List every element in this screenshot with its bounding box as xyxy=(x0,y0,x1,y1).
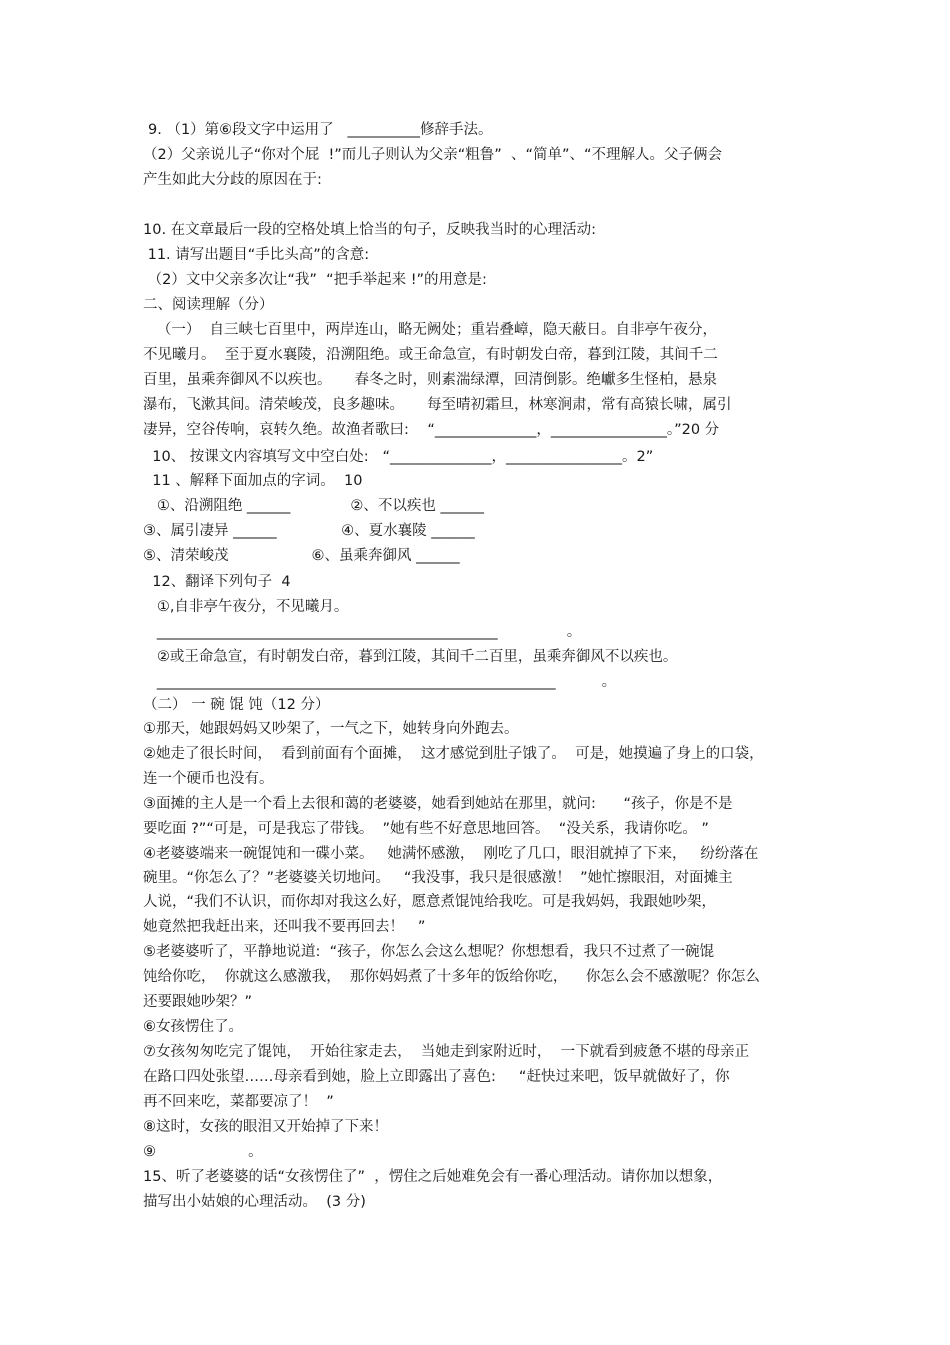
article-paragraph: ①那天，她跟妈妈又吵架了，一气之下，她转身向外跑去。 xyxy=(143,721,519,737)
article-paragraph: ③面摊的主人是一个看上去很和蔼的老婆婆，她看到她站在那里，就问: “孩子，你是不是 xyxy=(143,796,733,812)
article-paragraph: 她竟然把我赶出来，还叫我不要再回去！ ” xyxy=(143,919,426,935)
translate-item: ②或王命急宣，有时朝发白帝，暮到江陵，其间千二百里，虽乘奔御风不以疾也。 xyxy=(143,649,678,665)
article-paragraph: 还要跟她吵架？” xyxy=(143,994,253,1010)
article-paragraph: 再不回来吃，菜都要凉了！ ” xyxy=(143,1094,334,1110)
word-row: ⑤、清荣峻茂 ⑥、虽乘奔御风 ______ xyxy=(143,548,460,564)
question-11-part2: （2）文中父亲多次让“我” “把手举起来 !”的用意是: xyxy=(143,272,487,288)
question-11-explain: 11 、解释下面加点的字词。 10 xyxy=(143,473,363,489)
section-2-2-heading: （二） 一 碗 馄 饨（12 分） xyxy=(143,697,330,713)
word-row: ①、沿溯阻绝 ______ ②、不以疾也 ______ xyxy=(143,498,484,514)
question-15: 15、听了老婆婆的话“女孩愣住了” ，愣住之后她难免会有一番心理活动。请你加以想象， xyxy=(143,1169,723,1185)
article-paragraph: 连一个硬币也没有。 xyxy=(143,771,274,787)
translate-item: ①,自非亭午夜分，不见曦月。 xyxy=(143,599,349,615)
passage-1-line: （一） 自三峡七百里中，两岸连山，略无阙处；重岩叠嶂，隐天蔽日。自非亭午夜分， xyxy=(143,322,718,338)
article-paragraph: 在路口四处张望……母亲看到她，脸上立即露出了喜色: “赶快过来吧，饭早就做好了，你 xyxy=(143,1069,730,1085)
question-9-part2: （2）父亲说儿子“你对个屁 !”而儿子则认为父亲“粗鲁” 、“简单”、“不理解人。父子俩会 xyxy=(143,147,723,163)
article-paragraph: 碗里。“你怎么了？”老婆婆关切地问。 “我没事，我只是很感激！ ”她忙擦眼泪，对面摊主 xyxy=(143,870,733,886)
article-paragraph: ⑨ 。 xyxy=(143,1144,263,1160)
question-15-cont: 描写出小姑娘的心理活动。 (3 分) xyxy=(143,1194,366,1210)
article-paragraph: ④老婆婆端来一碗馄饨和一碟小菜。 她满怀感激， 刚吃了几口，眼泪就掉了下来， 纷纷落在 xyxy=(143,846,759,862)
article-paragraph: 要吃面 ?”“可是，可是我忘了带钱。 ”她有些不好意思地回答。 “没关系，我请你吃。 ” xyxy=(143,821,709,837)
article-paragraph: ⑤老婆婆听了，平静地说道: “孩子，你怎么会这么想呢？你想想看，我只不过煮了一碗馄 xyxy=(143,944,715,960)
article-paragraph: ⑥女孩愣住了。 xyxy=(143,1019,243,1035)
question-9-part2-cont: 产生如此大分歧的原因在于: xyxy=(143,172,322,188)
word-row: ③、属引凄异 ______ ④、夏水襄陵 ______ xyxy=(143,523,475,539)
section-2-heading: 二、阅读理解（分） xyxy=(143,297,274,313)
article-paragraph: ⑦女孩匆匆吃完了馄饨， 开始往家走去， 当她走到家附近时， 一下就看到疲惫不堪的母亲正 xyxy=(143,1044,750,1060)
passage-1-line: 百里，虽乘奔御风不以疾也。 春冬之时，则素湍绿潭，回清倒影。绝巘多生怪柏，悬泉 xyxy=(143,372,718,388)
question-10-fill: 10、 按课文内容填写文中空白处: “______________，________________。2” xyxy=(143,449,654,465)
answer-line: _______________________________________________ 。 xyxy=(143,624,582,640)
article-paragraph: ⑧这时，女孩的眼泪又开始掉了下来！ xyxy=(143,1119,388,1135)
passage-1-line: 瀑布，飞漱其间。清荣峻茂，良多趣味。 每至晴初霜旦，林寒涧肃，常有高猿长啸，属引 xyxy=(143,397,732,413)
question-9-part1: 9. （1）第⑥段文字中运用了 __________修辞手法。 xyxy=(148,122,493,138)
article-paragraph: 饨给你吃， 你就这么感激我， 那你妈妈煮了十多年的饭给你吃， 你怎么会不感激呢？你怎么 xyxy=(143,969,760,985)
answer-line: _______________________________________________________ 。 xyxy=(143,674,617,690)
article-paragraph: 人说，“我们不认识，而你却对我这么好，愿意煮馄饨给我吃。可是我妈妈，我跟她吵架， xyxy=(143,894,717,910)
article-paragraph: ②她走了很长时间， 看到前面有个面摊， 这才感觉到肚子饿了。 可是，她摸遍了身上的口袋， xyxy=(143,746,764,762)
passage-1-line: 不见曦月。 至于夏水襄陵，沿溯阻绝。或王命急宣，有时朝发白帝，暮到江陵，其间千二 xyxy=(143,347,718,363)
question-10: 10. 在文章最后一段的空格处填上恰当的句子，反映我当时的心理活动: xyxy=(143,222,597,238)
question-12: 12、翻译下列句子 4 xyxy=(143,574,291,590)
question-11-part1: 11. 请写出题目“手比头高”的含意: xyxy=(143,247,370,263)
passage-1-line: 凄异，空谷传响，哀转久绝。故渔者歌曰: “______________，________________。”20 分 xyxy=(143,422,720,438)
